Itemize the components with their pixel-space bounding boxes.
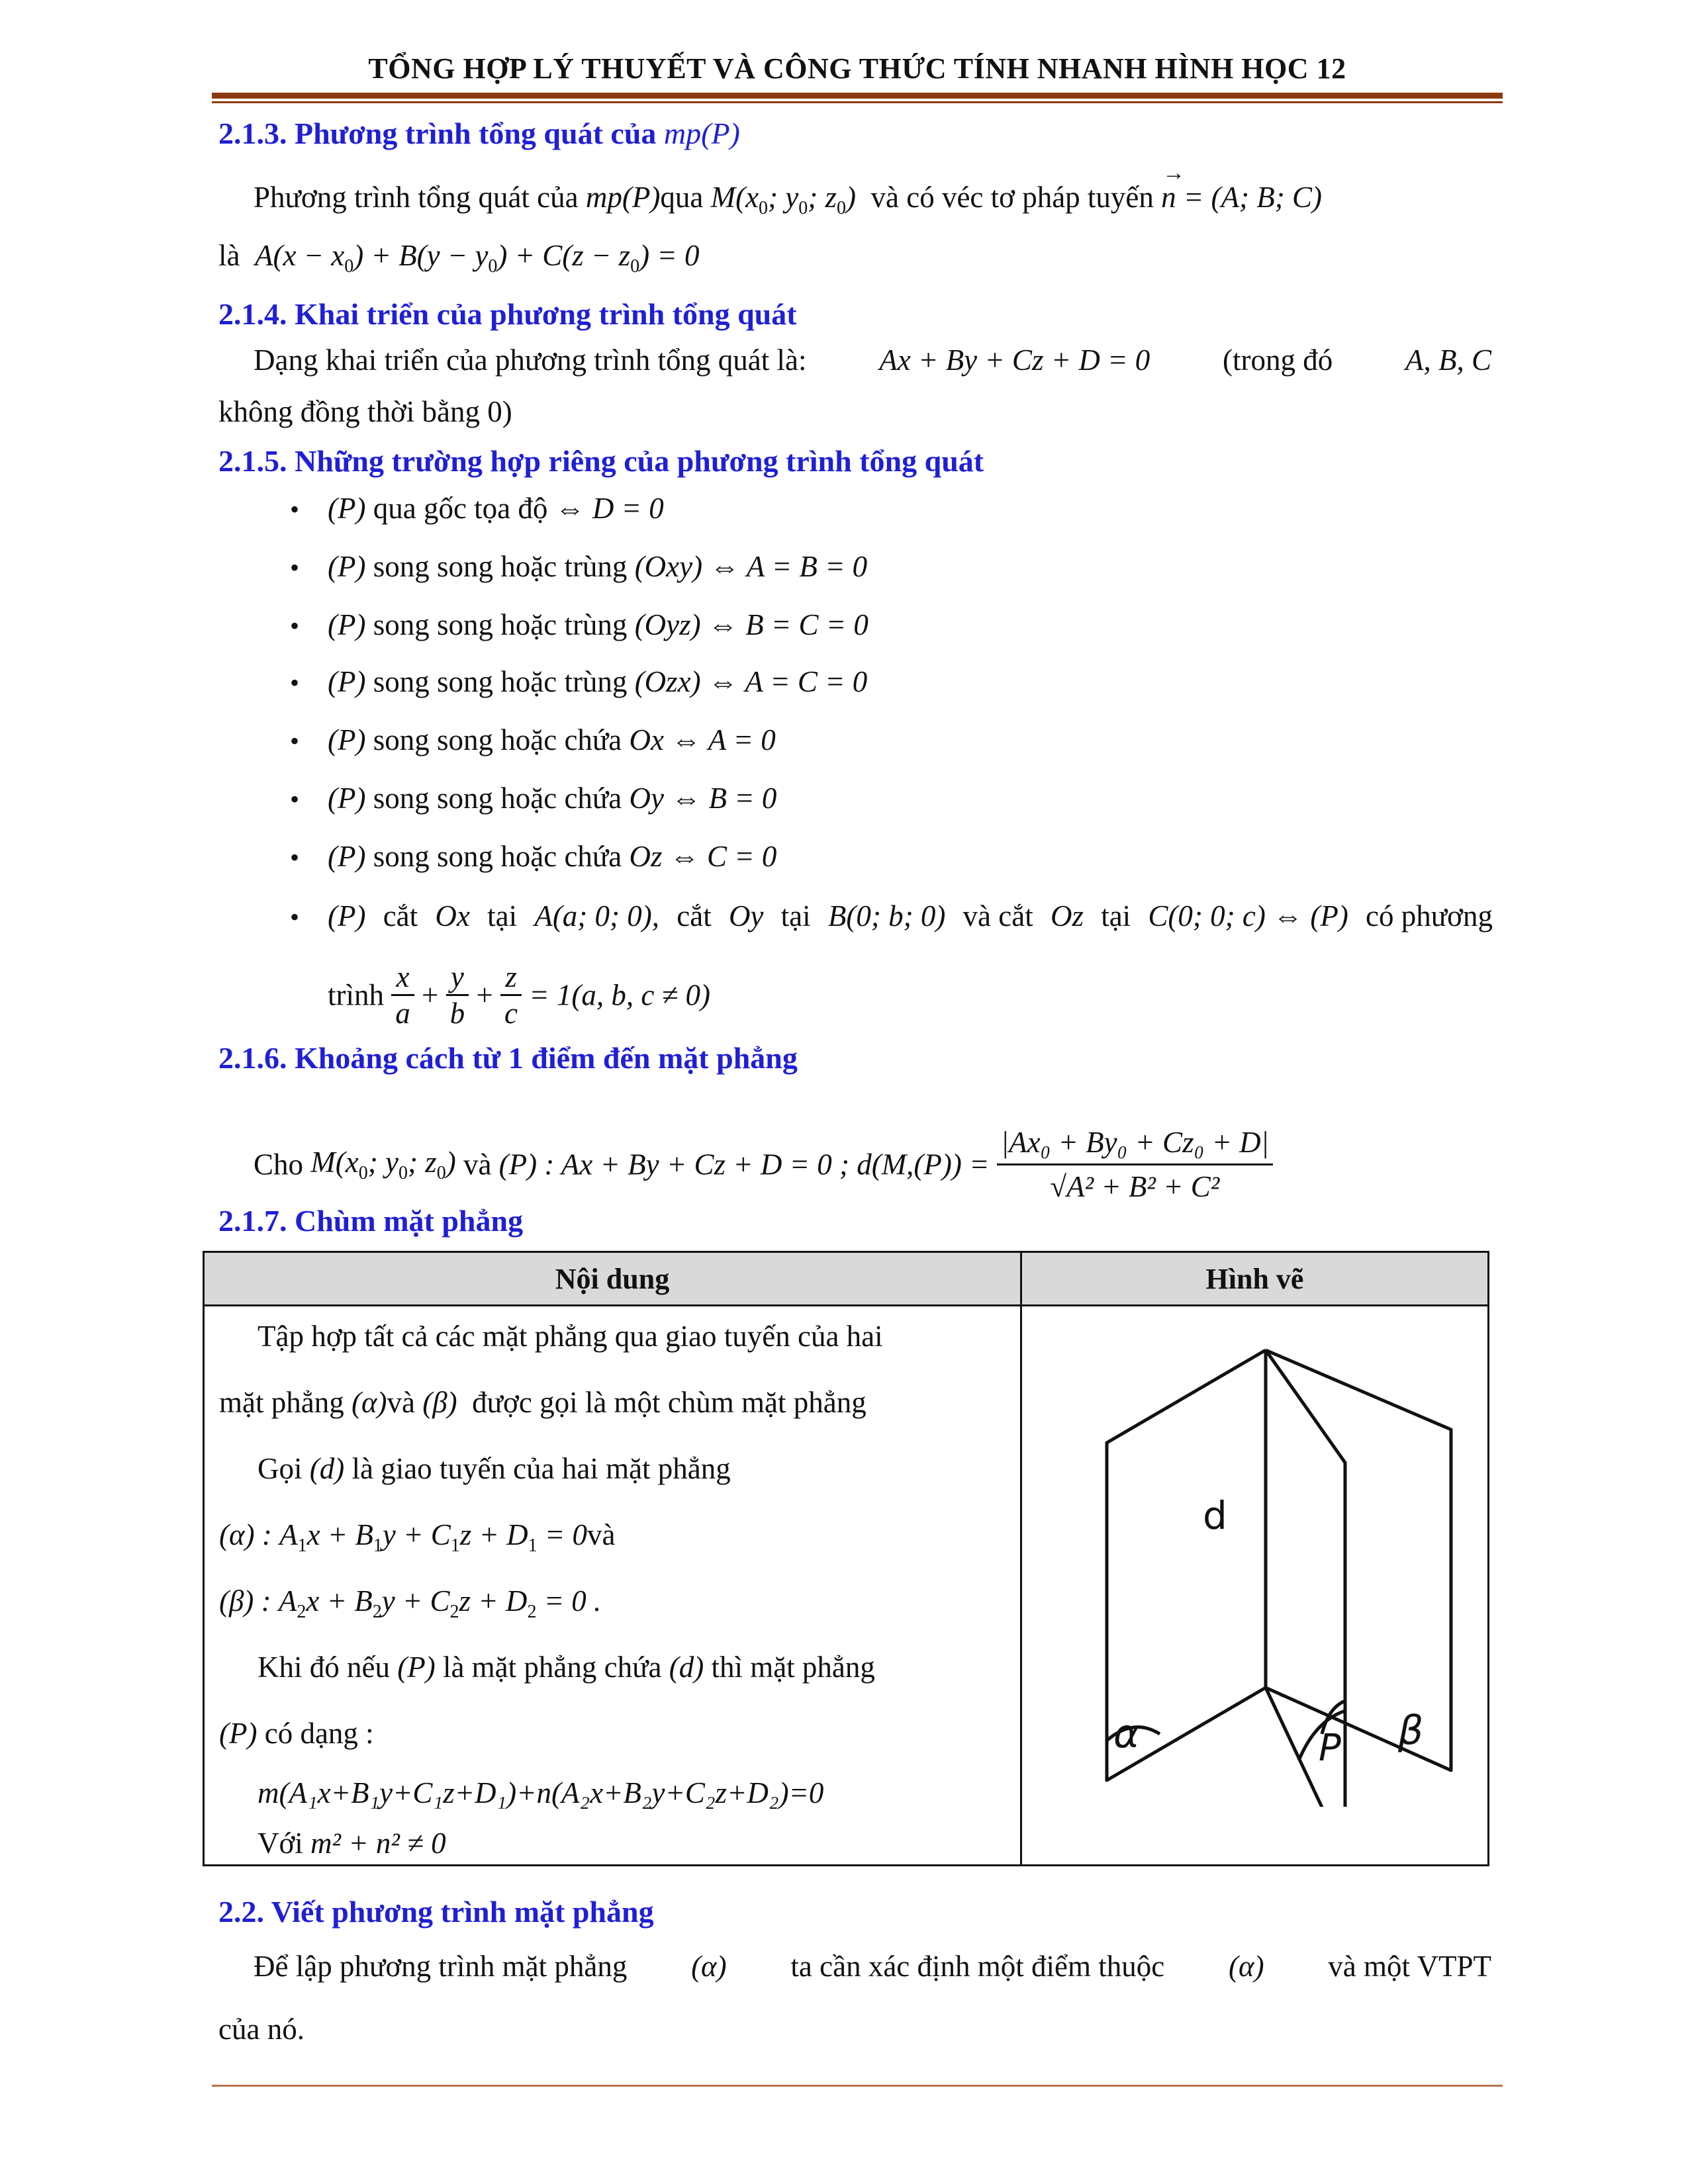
math: = 0 . xyxy=(543,1584,602,1617)
text: Với xyxy=(258,1827,303,1860)
fraction-y-b xyxy=(446,960,469,1030)
text: có dạng : xyxy=(264,1717,374,1750)
text: Cho xyxy=(254,1148,304,1181)
math: m² + n² ≠ 0 xyxy=(310,1827,446,1860)
label-p: P xyxy=(1319,1727,1341,1770)
math: (Oyz) ⇔ B = C = 0 xyxy=(634,608,868,641)
bullet-mark: • xyxy=(290,726,300,756)
column-divider xyxy=(1020,1253,1022,1864)
math: ) + C(z − z xyxy=(497,239,631,272)
math: (α) : A xyxy=(219,1518,298,1551)
text: tại xyxy=(487,899,518,933)
fraction-x-a xyxy=(391,960,414,1030)
math: (P) xyxy=(328,665,366,698)
text: thì mặt phẳng xyxy=(711,1651,875,1684)
math: M(x xyxy=(310,1146,359,1179)
math: ⇔ D = 0 xyxy=(555,492,664,525)
math: mp(P) xyxy=(585,181,661,214)
text: Gọi xyxy=(258,1452,303,1485)
cell-line-7 xyxy=(219,1716,374,1751)
text: và xyxy=(587,1518,616,1551)
text: Phương trình tổng quát của xyxy=(254,181,579,214)
label-beta: β xyxy=(1398,1707,1424,1754)
math: y + C xyxy=(382,1518,451,1551)
num: x xyxy=(391,960,414,996)
math: ; z xyxy=(407,1146,437,1179)
math: (β) : A xyxy=(219,1584,297,1617)
heading-math: mp(P) xyxy=(663,116,740,150)
math: (P) xyxy=(328,723,366,756)
math: Oy xyxy=(728,899,764,933)
bullet-mark: • xyxy=(290,553,300,582)
math: x + B xyxy=(306,1584,373,1617)
text: là xyxy=(218,239,240,272)
list-item xyxy=(328,549,867,584)
math: (P) xyxy=(328,840,366,873)
text: (trong đó xyxy=(1222,343,1333,377)
math: (α) xyxy=(1228,1950,1264,1983)
math: (P) xyxy=(328,492,366,525)
list-item xyxy=(328,781,776,815)
math: d(M,(P)) = xyxy=(857,1148,990,1181)
sub: 0 xyxy=(398,1163,408,1183)
s215-last-bullet xyxy=(328,899,1493,933)
text: và xyxy=(463,1148,492,1181)
math: A(a; 0; 0), xyxy=(534,899,660,933)
math: ) xyxy=(445,1146,456,1179)
text: và có véc tơ pháp tuyến xyxy=(870,181,1154,214)
s213-line1 xyxy=(254,161,1322,219)
footer-rule xyxy=(212,2085,1503,2087)
s22-line2: của nó. xyxy=(218,2013,305,2046)
math: (P) : Ax + By + Cz + D = 0 ; xyxy=(498,1148,849,1181)
math: (β) xyxy=(422,1386,457,1419)
sub: 0 xyxy=(630,256,640,277)
header-figure: Hình vẽ xyxy=(1205,1263,1304,1295)
list-item xyxy=(328,664,867,699)
heading-2-2: 2.2. Viết phương trình mặt phẳng xyxy=(218,1895,654,1929)
point-m xyxy=(310,1146,456,1183)
text: được gọi là một chùm mặt phẳng xyxy=(472,1386,867,1419)
math: (Ozx) ⇔ A = C = 0 xyxy=(634,665,868,698)
math: = 1(a, b, c ≠ 0) xyxy=(529,978,711,1012)
math: ) xyxy=(846,181,857,214)
cell-line-1: Tập hợp tất cả các mặt phẳng qua giao tuyến của hai xyxy=(258,1320,883,1353)
math: (α) xyxy=(351,1386,387,1419)
sub: 0 xyxy=(837,198,847,218)
math: (P) xyxy=(328,899,366,933)
sub: 0 xyxy=(759,198,769,218)
den: b xyxy=(449,997,465,1030)
math: A(x − x xyxy=(254,239,345,272)
intercept-equation xyxy=(328,960,710,1030)
cell-line-3 xyxy=(258,1451,731,1486)
text: và cắt xyxy=(962,899,1033,933)
math: (P) xyxy=(328,550,366,583)
math: ; z xyxy=(808,181,837,214)
bullet-mark: • xyxy=(290,842,300,872)
bullet-mark: • xyxy=(290,611,300,641)
list-item xyxy=(328,839,776,874)
math: = 0 xyxy=(544,1518,588,1551)
text: Dạng khai triển của phương trình tổng quát là: xyxy=(254,343,807,377)
math: (d) xyxy=(309,1452,345,1485)
pencil-of-planes-figure xyxy=(1087,1330,1464,1807)
text: Để lập phương trình mặt phẳng xyxy=(254,1950,628,1983)
cell-line-beta-eq xyxy=(219,1584,601,1623)
text: song song hoặc trùng xyxy=(373,665,628,698)
sub: 0 xyxy=(798,198,808,218)
math: B(0; b; 0) xyxy=(827,899,946,933)
text: và một VTPT xyxy=(1328,1950,1491,1983)
math: (P) xyxy=(328,782,366,815)
list-item xyxy=(328,723,776,757)
math: M(x xyxy=(710,181,759,214)
cell-line-6 xyxy=(258,1650,875,1684)
math: ; y xyxy=(367,1146,399,1179)
bullet-mark: • xyxy=(290,902,300,932)
s214-line1 xyxy=(254,343,1491,377)
sub: 0 xyxy=(436,1163,446,1183)
plus: + xyxy=(422,978,439,1012)
heading-2-1-5: 2.1.5. Những trường hợp riêng của phương trình tổng quát xyxy=(218,444,984,478)
cell-line-9 xyxy=(258,1826,446,1860)
heading-2-1-4: 2.1.4. Khai triển của phương trình tổng quát xyxy=(218,297,797,331)
math: y + C xyxy=(381,1584,450,1617)
math: = (A; B; C) xyxy=(1183,181,1322,214)
fraction-z-c xyxy=(500,960,522,1030)
math: (P) xyxy=(219,1717,258,1750)
math: ) = 0 xyxy=(639,239,700,272)
math: (P) xyxy=(328,608,366,641)
text: mặt phẳng xyxy=(219,1386,344,1419)
math: ) + B(y − y xyxy=(353,239,489,272)
text: song song hoặc chứa xyxy=(373,840,622,873)
math: Oz ⇔ C = 0 xyxy=(629,840,777,873)
text: ta cần xác định một điểm thuộc xyxy=(790,1950,1165,1983)
text: song song hoặc trùng xyxy=(373,550,628,583)
sub: 1 xyxy=(373,1535,383,1556)
vec-letter: n xyxy=(1161,181,1176,214)
s214-line2: không đồng thời bằng 0) xyxy=(218,395,512,428)
math: Oz xyxy=(1050,899,1084,933)
sub: 1 xyxy=(528,1535,538,1556)
sub: 2 xyxy=(527,1602,537,1622)
header-content: Nội dung xyxy=(555,1263,670,1295)
cell-line-2 xyxy=(219,1385,867,1420)
den: √A² + B² + C² xyxy=(1050,1170,1220,1203)
sub: 0 xyxy=(488,256,498,277)
den: c xyxy=(504,997,518,1030)
math: Ox ⇔ A = 0 xyxy=(629,723,776,756)
math: Oy ⇔ B = 0 xyxy=(629,782,777,815)
text: qua gốc tọa độ xyxy=(373,492,548,525)
math: A, B, C xyxy=(1405,343,1491,377)
text: song song hoặc chứa xyxy=(373,782,622,815)
header-rule xyxy=(212,93,1503,99)
math: (α) xyxy=(691,1950,727,1983)
sub: 2 xyxy=(449,1602,459,1622)
cell-line-alpha-eq xyxy=(219,1518,616,1557)
heading-2-1-7: 2.1.7. Chùm mặt phẳng xyxy=(218,1204,524,1238)
text: song song hoặc chứa xyxy=(373,723,622,756)
math: Ox xyxy=(435,899,470,933)
text: song song hoặc trùng xyxy=(373,608,628,641)
text: Khi đó nếu xyxy=(258,1651,390,1684)
header-rule-thin xyxy=(212,101,1503,103)
label-alpha: α xyxy=(1113,1711,1140,1757)
sub: 1 xyxy=(297,1535,307,1556)
page-header-title: TỔNG HỢP LÝ THUYẾT VÀ CÔNG THỨC TÍNH NHANH HÌNH HỌC 12 xyxy=(368,52,1346,85)
text: trình xyxy=(328,978,384,1012)
text: có phương xyxy=(1366,899,1493,933)
sub: 2 xyxy=(372,1602,382,1622)
text: là mặt phẳng chứa xyxy=(442,1651,662,1684)
heading-text: 2.1.3. Phương trình tổng quát của xyxy=(218,116,657,150)
bullet-mark: • xyxy=(290,784,300,814)
text: và xyxy=(387,1386,416,1419)
list-item xyxy=(328,608,868,642)
normal-vector: → n xyxy=(1161,161,1186,214)
pencil-equation: m(A₁x+B₁y+C₁z+D₁)+n(A₂x+B₂y+C₂z+D₂)=0 xyxy=(258,1776,824,1809)
math: (d) xyxy=(669,1651,704,1684)
math: z + D xyxy=(459,1518,528,1551)
label-d: d xyxy=(1203,1493,1227,1538)
num: z xyxy=(500,960,522,996)
s22-line1 xyxy=(254,1949,1491,1983)
text: tại xyxy=(1101,899,1131,933)
bullet-mark: • xyxy=(290,494,300,524)
sub: 0 xyxy=(358,1163,368,1183)
math: z + D xyxy=(459,1584,528,1617)
sub: 2 xyxy=(297,1602,306,1622)
distance-formula xyxy=(254,1125,1273,1204)
heading-2-1-6: 2.1.6. Khoảng cách từ 1 điểm đến mặt phẳng xyxy=(218,1041,798,1075)
s213-line2 xyxy=(218,238,700,277)
text: tại xyxy=(780,899,811,933)
text: là giao tuyến của hai mặt phẳng xyxy=(352,1452,731,1485)
math: x + B xyxy=(306,1518,373,1551)
text: cắt xyxy=(383,899,418,933)
den: a xyxy=(395,997,410,1030)
math: ; y xyxy=(768,181,799,214)
math: (P) xyxy=(397,1651,436,1684)
text: qua xyxy=(660,181,704,214)
distance-fraction xyxy=(997,1125,1273,1204)
list-item xyxy=(328,491,664,525)
text: cắt xyxy=(677,899,712,933)
math: C(0; 0; c) ⇔ (P) xyxy=(1148,899,1348,933)
plus: + xyxy=(476,978,493,1012)
bullet-mark: • xyxy=(290,668,300,698)
num: |Ax₀ + By₀ + Cz₀ + D| xyxy=(997,1125,1273,1165)
heading-2-1-3 xyxy=(218,116,740,151)
math: Ax + By + Cz + D = 0 xyxy=(879,343,1150,377)
sub: 0 xyxy=(344,256,354,277)
sub: 1 xyxy=(450,1535,460,1556)
math: (Oxy) ⇔ A = B = 0 xyxy=(634,550,868,583)
num: y xyxy=(446,960,469,996)
